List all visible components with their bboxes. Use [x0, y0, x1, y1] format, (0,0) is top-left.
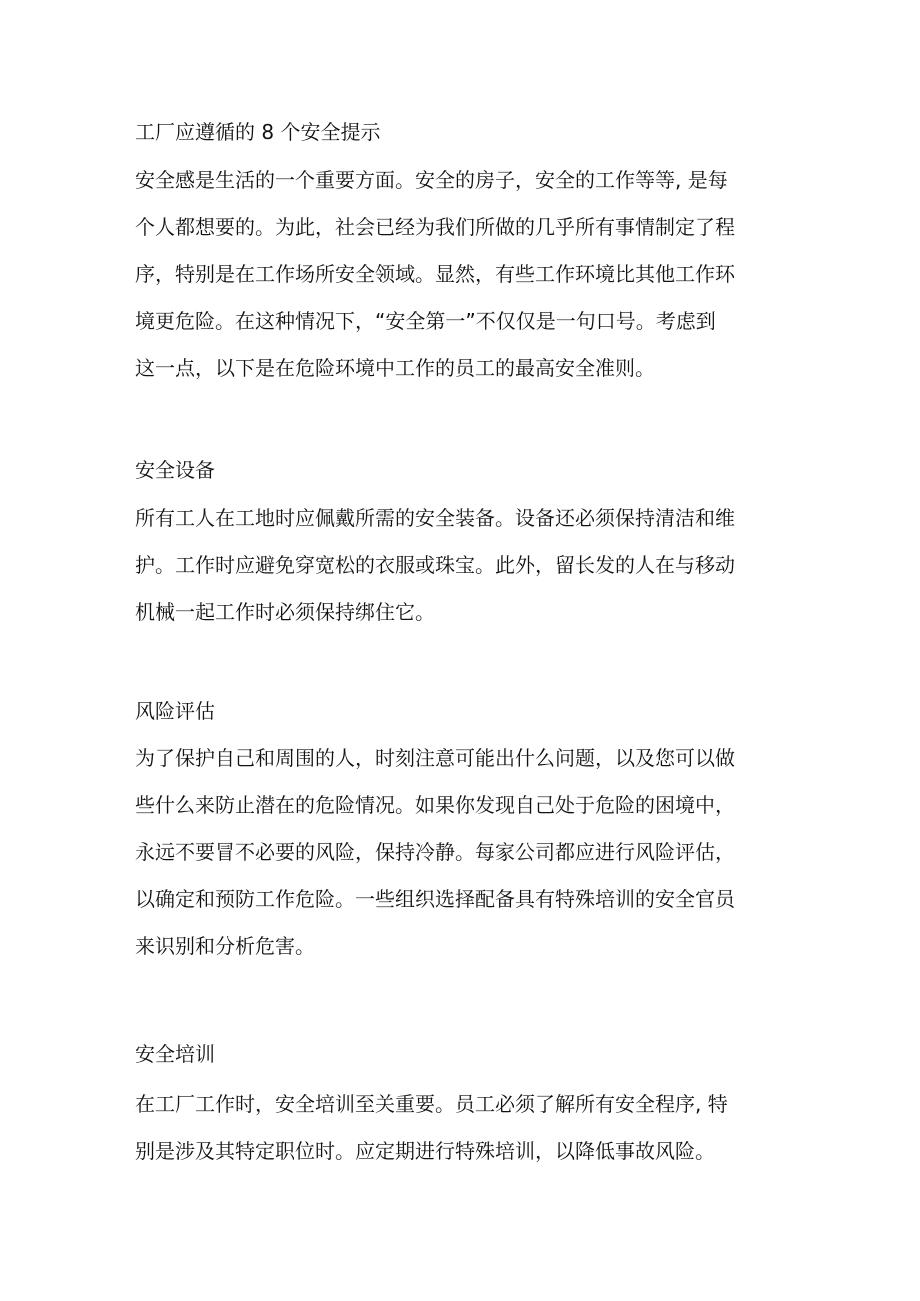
intro-paragraph [135, 157, 795, 392]
paragraph-line: 在工厂工作时，安全培训至关重要。员工必须了解所有安全程序, 特 [135, 1092, 728, 1116]
paragraph-line: 机械一起工作时必须保持绑住它。 [135, 600, 435, 624]
paragraph-line: 来识别和分析危害。 [135, 934, 315, 958]
section-heading-risk-assessment: 风险评估 [135, 699, 215, 723]
section-heading-safety-training: 安全培训 [135, 1042, 215, 1066]
paragraph-line: 以确定和预防工作危险。一些组织选择配备具有特殊培训的安全官员 [135, 887, 735, 911]
paragraph-line: 为了保护自己和周围的人，时刻注意可能出什么问题，以及您可以做 [135, 746, 735, 770]
paragraph-line: 这一点，以下是在危险环境中工作的员工的最高安全准则。 [135, 356, 655, 380]
paragraph-line: 护。工作时应避免穿宽松的衣服或珠宝。此外，留长发的人在与移动 [135, 553, 735, 577]
safety-equipment-paragraph [135, 495, 795, 636]
safety-training-paragraph [135, 1081, 795, 1175]
paragraph-line: 境更危险。在这种情况下，“安全第一”不仅仅是一句口号。考虑到 [135, 309, 716, 333]
paragraph-line: 别是涉及其特定职位时。应定期进行特殊培训，以降低事故风险。 [135, 1139, 715, 1163]
paragraph-line: 安全感是生活的一个重要方面。安全的房子，安全的工作等等, 是每 [135, 168, 728, 192]
paragraph-line: 些什么来防止潜在的危险情况。如果你发现自己处于危险的困境中， [135, 793, 735, 817]
paragraph-line: 序，特别是在工作场所安全领域。显然，有些工作环境比其他工作环 [135, 262, 735, 286]
section-heading-safety-equipment: 安全设备 [135, 458, 215, 482]
paragraph-line: 个人都想要的。为此，社会已经为我们所做的几乎所有事情制定了程 [135, 215, 735, 239]
document-title: 工厂应遵循的 8 个安全提示 [135, 120, 381, 144]
paragraph-line: 所有工人在工地时应佩戴所需的安全装备。设备还必须保持清洁和维 [135, 506, 735, 530]
paragraph-line: 永远不要冒不必要的风险，保持冷静。每家公司都应进行风险评估， [135, 840, 735, 864]
risk-assessment-paragraph [135, 735, 795, 970]
